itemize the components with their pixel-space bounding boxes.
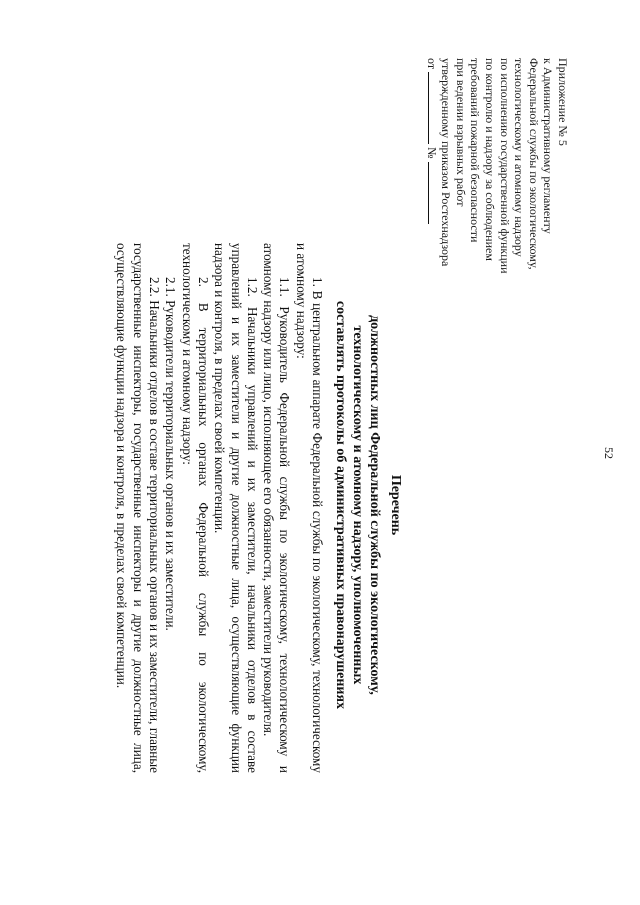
- list-item: 1.1. Руководитель Федеральной службы по экологическому, технологическому и атомному надзору или лицо, исполняющее его обязанности, заместители руководителя.: [261, 243, 293, 773]
- heading-line: технологическому и атомному надзору, уполномоченных: [350, 325, 365, 685]
- heading-line: составлять протоколы об административных правонарушениях: [333, 300, 348, 710]
- heading-title: Перечень: [388, 474, 403, 536]
- heading-line: должностных лиц Федеральной службы по экологическому,: [367, 315, 382, 695]
- appendix-line: утвержденному приказом Ростехнадзора: [439, 58, 454, 267]
- list-item: 2. В территориальных органах Федеральной службы по экологическому, технологическому и атомному надзору:: [179, 243, 211, 773]
- order-date-prefix: от: [424, 58, 439, 70]
- order-line: [424, 58, 439, 398]
- appendix-line: Федеральной службы по экологическому,: [526, 58, 541, 270]
- order-number-blank: [428, 162, 439, 224]
- appendix-line: по контролю и надзору за соблюдением: [483, 58, 498, 261]
- appendix-line: к Административному регламенту: [541, 58, 556, 234]
- order-number-sign: №: [424, 147, 439, 159]
- list-item: 2.1. Руководители территориальных органов и их заместители.: [163, 277, 179, 631]
- list-item: 1. В центральном аппарате Федеральной службы по экологическому, технологическому и атомному надзору:: [293, 243, 325, 773]
- appendix-line: по исполнению государственной функции: [497, 58, 512, 274]
- list-item: 2.2. Начальники отделов в составе территориальных органов и их заместители, главные государственные инспекторы, государственные инспекторы и другие должностные лица, осуществляющие функции надзора и контроля, в пределах своей компетенции.: [114, 243, 163, 773]
- appendix-line: технологическому и атомному надзору: [512, 58, 527, 257]
- appendix-line: требований пожарной безопасности: [468, 58, 483, 243]
- list-heading: [332, 245, 404, 765]
- order-date-blank: [428, 72, 439, 144]
- appendix-block: [424, 58, 570, 398]
- appendix-line: при ведении взрывных работ: [453, 58, 468, 207]
- list-body: [113, 243, 325, 773]
- list-item: 1.2. Начальники управлений и их заместители, начальники отделов в составе управлений и их заместители и другие должностные лица, осуществляющие функции надзора и контроля, в пределах своей компетенции.: [212, 243, 260, 773]
- page-number: 52: [602, 447, 616, 459]
- appendix-line: Приложение № 5: [556, 58, 570, 146]
